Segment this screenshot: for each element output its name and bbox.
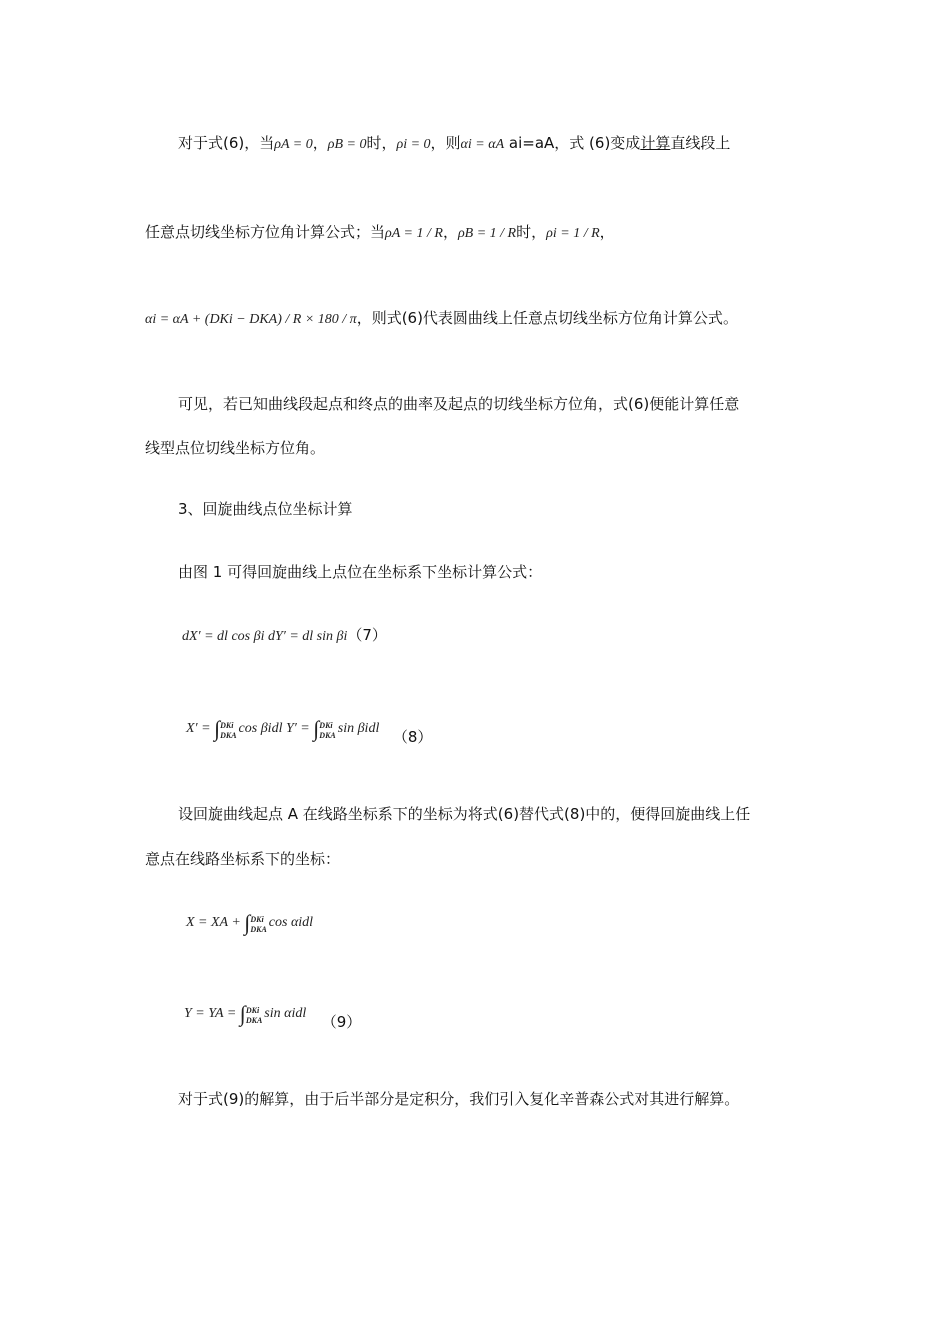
formula-part: cos αidl: [268, 915, 314, 930]
formula-part: cos βidl Y′ =: [238, 721, 314, 736]
formula-dx-dy: dX′ = dl cos βi dY′ = dl sin βi: [182, 629, 348, 644]
text: ，: [442, 223, 458, 241]
formula-rho-i-zero: ρi = 0: [396, 137, 431, 152]
formula-part: X = XA +: [186, 915, 245, 930]
equation-9-x: [186, 912, 313, 935]
paragraph-6-line-1: 设回旋曲线起点 A 在线路坐标系下的坐标为将式(6)替代式(8)中的，便得回旋曲线上任: [178, 805, 751, 823]
paragraph-4-line-2: 线型点位切线坐标方位角。: [145, 439, 326, 457]
formula-rho-b-inv-r: ρB = 1 / R: [457, 226, 517, 241]
paragraph-line-2: [145, 221, 615, 245]
formula-part: Y = YA =: [184, 1006, 240, 1021]
integral-sign: ∫: [239, 1001, 246, 1026]
paragraph-line-3: [145, 307, 738, 331]
integral-sign: ∫: [313, 716, 320, 741]
integral-limits: DKi DKA: [245, 1006, 263, 1025]
section-heading: 3、回旋曲线点位坐标计算: [178, 500, 353, 518]
underlined-word-link[interactable]: 计算: [640, 134, 671, 152]
integral-limits: DKi DKA: [250, 915, 267, 934]
formula-rho-b-zero: ρB = 0: [327, 137, 367, 152]
integral-limits: DKi DKA: [319, 721, 336, 740]
formula-alpha-i-circular: αi = αA + (DKi − DKA) / R × 180 / π: [145, 312, 357, 327]
paragraph-7: 对于式(9)的解算，由于后半部分是定积分，我们引入复化辛普森公式对其进行解算。: [178, 1090, 740, 1108]
integral-sign: ∫: [244, 910, 251, 935]
formula-part: sin αidl: [264, 1006, 307, 1021]
text: ai=aA，式 (6)变成: [504, 134, 641, 152]
equation-number: （9）: [321, 1013, 362, 1031]
integral-limits: DKi DKA: [220, 721, 237, 740]
equation-8: [186, 716, 433, 746]
equation-7: [182, 624, 387, 648]
formula-rho-a-inv-r: ρA = 1 / R: [385, 226, 443, 241]
equation-number: （7）: [347, 626, 387, 644]
text: 时，: [516, 223, 547, 241]
equation-9-y: [184, 1001, 362, 1031]
text: 时，: [366, 134, 397, 152]
paragraph-6-line-2: 意点在线路坐标系下的坐标：: [145, 850, 341, 868]
paragraph-line-1: [178, 132, 730, 156]
formula-part: X′ =: [186, 721, 215, 736]
equation-number: （8）: [392, 728, 433, 746]
formula-alpha-i-eq-alpha-a: αi = αA: [460, 137, 505, 152]
text: ，则: [430, 134, 461, 152]
formula-part: sin βidl: [337, 721, 380, 736]
paragraph-4-line-1: 可见，若已知曲线段起点和终点的曲率及起点的切线坐标方位角，式(6)便能计算任意: [178, 395, 740, 413]
integral-sign: ∫: [214, 716, 221, 741]
paragraph-5: 由图 1 可得回旋曲线上点位在坐标系下坐标计算公式：: [178, 563, 543, 581]
text: 对于式(6)，当: [178, 134, 275, 152]
text: 任意点切线坐标方位角计算公式；当: [145, 223, 386, 241]
text: ，则式(6)代表圆曲线上任意点切线坐标方位角计算公式。: [356, 309, 738, 327]
formula-rho-i-inv-r: ρi = 1 / R: [546, 226, 600, 241]
text: ，: [599, 223, 615, 241]
text: 直线段上: [670, 134, 731, 152]
text: ，: [312, 134, 328, 152]
formula-rho-a-zero: ρA = 0: [274, 137, 313, 152]
